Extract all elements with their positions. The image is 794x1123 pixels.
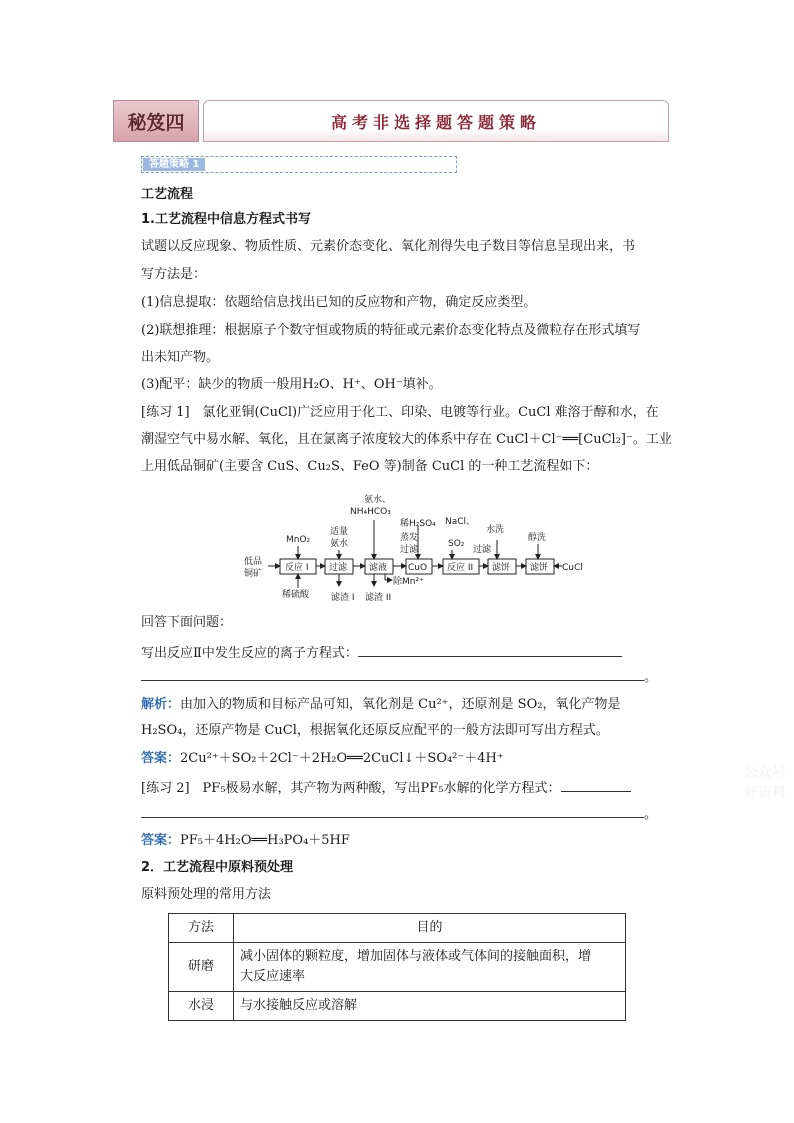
answer-1-line bbox=[141, 750, 504, 768]
answer-blank-1b[interactable] bbox=[141, 668, 644, 681]
flow-evaporate: 蒸发 bbox=[400, 533, 419, 543]
table-header-method: 方法 bbox=[169, 914, 234, 943]
flow-evaporate-filter: 过滤 bbox=[400, 545, 419, 555]
exercise-2-continued bbox=[141, 805, 657, 824]
answer-2-label: 答案： bbox=[141, 833, 181, 848]
exercise-1-line-1: [练习 1] 氯化亚铜(CuCl)广泛应用于化工、印染、电镀等行业。CuCl 难溶于醇和水，在 bbox=[141, 405, 659, 420]
flow-filter-2: 过滤 bbox=[473, 545, 492, 555]
flow-cuo: CuO bbox=[408, 563, 428, 573]
section-banner bbox=[113, 100, 669, 142]
banner-title: 高考非选择题答题策略 bbox=[203, 100, 669, 142]
answer-2-line bbox=[141, 832, 350, 850]
strategy-tag-label: 答题策略 1 bbox=[143, 158, 205, 171]
answer-blank-2b[interactable] bbox=[141, 805, 644, 818]
flow-so2: SO₂ bbox=[448, 539, 465, 549]
analysis-line-1 bbox=[141, 696, 620, 714]
table-header-purpose: 目的 bbox=[234, 914, 626, 943]
table-header-row bbox=[169, 914, 626, 943]
answer-2: PF₅＋4H₂O══H₃PO₄＋5HF bbox=[180, 833, 350, 848]
strategy-tag bbox=[141, 156, 457, 173]
step-2-line-1: (2)联想推理：根据原子个数守恒或物质的特征或元素价态变化特点及微粒存在形式填写 bbox=[141, 323, 641, 338]
table-row bbox=[169, 992, 626, 1021]
flow-ammonia-2: 氨水 bbox=[330, 539, 349, 549]
question-1-text: 写出反应Ⅱ中发生反应的离子方程式： bbox=[141, 646, 358, 661]
flow-filter-1: 过滤 bbox=[329, 563, 348, 573]
subsection-title-2: 2．工艺流程中原料预处理 bbox=[141, 860, 294, 875]
question-1 bbox=[141, 644, 622, 663]
step-1: (1)信息提取：依题给信息找出已知的反应物和产物，确定反应类型。 bbox=[141, 295, 537, 310]
flow-dilute-h2so4-top: 稀H₂SO₄ bbox=[400, 519, 436, 529]
flow-cake-2: 滤饼 bbox=[530, 563, 549, 573]
flow-raw-2: 铜矿 bbox=[244, 569, 263, 579]
table-cell-purpose-line-1: 减小固体的颗粒度，增加固体与液体或气体间的接触面积，增 bbox=[240, 949, 592, 964]
question-1-period: 。 bbox=[644, 670, 658, 685]
pretreatment-table bbox=[168, 913, 626, 1021]
flow-mno2: MnO₂ bbox=[286, 535, 311, 545]
answer-blank-1a[interactable] bbox=[358, 644, 622, 657]
analysis-line-2: H₂SO₄，还原产物是 CuCl，根据氧化还原反应配平的一般方法即可写出方程式。 bbox=[141, 723, 609, 738]
table-cell-method: 水浸 bbox=[169, 992, 234, 1021]
flow-reactor-1: 反应 I bbox=[285, 563, 309, 573]
answer-blank-2a[interactable] bbox=[561, 779, 631, 792]
flow-top-1: 氨水、 bbox=[364, 495, 392, 505]
flow-cake-1: 滤饼 bbox=[492, 563, 511, 573]
table-cell-purpose bbox=[234, 943, 626, 992]
flow-filtrate: 滤液 bbox=[369, 563, 388, 573]
step-3: (3)配平：缺少的物质一般用H₂O、H⁺、OH⁻填补。 bbox=[141, 377, 442, 392]
exercise-1-line-3: 上用低品铜矿(主要含 CuS、Cu₂S、FeO 等)制备 CuCl 的一种工艺流程如下： bbox=[141, 459, 599, 474]
intro-line-1: 试题以反应现象、物质性质、元素价态变化、氧化剂得失电子数目等信息呈现出来，书 bbox=[141, 239, 636, 254]
table-cell-purpose-line-2: 大反应速率 bbox=[240, 969, 306, 984]
exercise-2-period: 。 bbox=[644, 807, 658, 822]
flow-reactor-2: 反应 II bbox=[447, 563, 474, 573]
flow-alcohol-wash: 醇洗 bbox=[528, 533, 547, 543]
table-row bbox=[169, 943, 626, 992]
subsection-title-1: 1.工艺流程中信息方程式书写 bbox=[141, 212, 311, 227]
banner-badge: 秘笈四 bbox=[113, 100, 199, 142]
answer-1: 2Cu²⁺＋SO₂＋2Cl⁻＋2H₂O══2CuCl↓＋SO₄²⁻＋4H⁺ bbox=[180, 751, 504, 766]
flow-remove-mn: 除Mn²⁺ bbox=[393, 577, 424, 587]
flow-residue-2: 滤渣 II bbox=[365, 593, 392, 603]
section-title: 工艺流程 bbox=[141, 187, 194, 202]
step-2-line-2: 出未知产物。 bbox=[141, 350, 220, 365]
analysis-text-1: 由加入的物质和目标产品可知，氧化剂是 Cu²⁺，还原剂是 SO₂，氧化产物是 bbox=[180, 697, 621, 712]
table-cell-purpose: 与水接触反应或溶解 bbox=[234, 992, 626, 1021]
answer-prompt: 回答下面问题： bbox=[141, 615, 233, 630]
flow-product: CuCl bbox=[562, 563, 583, 573]
flow-residue-1: 滤渣 I bbox=[331, 593, 355, 603]
intro-line-2: 写方法是： bbox=[141, 267, 207, 282]
exercise-2 bbox=[141, 779, 631, 798]
exercise-2-text: [练习 2] PF₅极易水解，其产物为两种酸，写出PF₅水解的化学方程式： bbox=[141, 781, 561, 796]
flow-ammonia-1: 适量 bbox=[330, 527, 349, 537]
question-1-continued bbox=[141, 668, 657, 687]
table-cell-method: 研磨 bbox=[169, 943, 234, 992]
process-flow-diagram bbox=[240, 492, 590, 604]
flow-nacl: NaCl、 bbox=[445, 517, 476, 527]
flow-top-2: NH₄HCO₃ bbox=[350, 507, 391, 517]
flow-wash: 水洗 bbox=[486, 525, 505, 535]
flow-raw-1: 低品 bbox=[244, 557, 263, 567]
exercise-1-line-2: 潮湿空气中易水解、氧化，且在氯离子浓度较大的体系中存在 CuCl＋Cl⁻══[CuCl₂]⁻。工业 bbox=[141, 432, 672, 447]
answer-1-label: 答案： bbox=[141, 751, 181, 766]
watermark: 公众号 好资料 bbox=[744, 765, 786, 801]
common-methods-heading: 原料预处理的常用方法 bbox=[141, 887, 272, 902]
flow-dilute-h2so4-bottom: 稀硫酸 bbox=[282, 590, 310, 600]
analysis-label: 解析： bbox=[141, 697, 181, 712]
